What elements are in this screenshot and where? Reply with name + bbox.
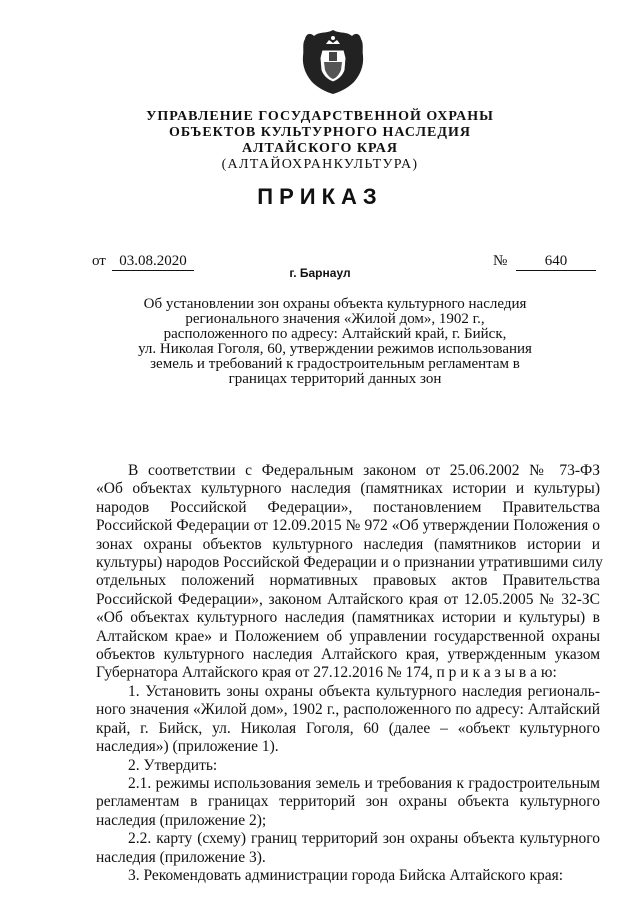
org-short-name: (АЛТАЙОХРАНКУЛЬТУРА) [221,157,419,172]
preamble-line: народов Российской Федерации», постановлением Правительства [96,498,600,516]
document-title: ПРИКАЗ [257,184,383,209]
item-2-1-line: наследия (приложение 2); [96,811,267,829]
item-2-1-line: регламентам в границах территорий зон охраны объекта культурного [96,793,600,811]
coat-of-arms-emblem [300,28,366,96]
item-2-1-line: 2.1. режимы использования земель и требования к градостроительным [128,774,600,792]
subject-line: границах территорий данных зон [228,371,442,387]
subject-line: земель и требований к градостроительным регламентам в [150,356,520,372]
preamble-line: В соответствии с Федеральным законом от 25.06.2002 № 73-ФЗ [128,462,600,479]
item-2-2-line: 2.2. карту (схему) границ территорий зон охраны объекта культурного [128,830,600,848]
item-2-heading: 2. Утвердить: [128,756,218,774]
subject-line: Об установлении зон охраны объекта культурного наследия [143,296,527,312]
preamble-line: культуры) народов Российской Федерации и о признании утратившими силу [96,554,603,572]
number-prefix: № [493,253,508,269]
preamble-line: отдельных положений нормативных правовых актов Правительства [96,572,600,590]
preamble-line: объектов культурного наследия Алтайского края, утвержденным указом [96,646,600,664]
preamble-line: Российской Федерации от 12.09.2015 № 972 «Об утверждении Положения о [96,517,600,535]
item-1-line: край, г. Бийск, ул. Николая Гоголя, 60 (далее – «объект культурного [96,719,600,737]
preamble-paragraph [96,462,603,885]
item-3-line: 3. Рекомендовать администрации города Бийска Алтайского края: [128,866,564,884]
preamble-line: Российской Федерации», законом Алтайского края от 12.05.2005 № 32-ЗС [96,590,600,608]
subject-line: расположенного по адресу: Алтайский край, г. Бийск, [163,326,507,342]
preamble-line: зонах охраны объектов культурного наследия (памятников истории и [96,535,600,553]
item-1-line: 1. Установить зоны охраны объекта культурного наследия региональ- [128,682,600,700]
item-1-line: наследия») (приложение 1). [96,738,279,756]
subject-line: регионального значения «Жилой дом», 1902 г., [185,311,485,327]
preamble-line: Губернатора Алтайского края от 27.12.2016 № 174, п р и к а з ы в а ю: [96,664,557,682]
preamble-line: «Об объектах культурного наследия (памятниках истории и культуры) [96,480,600,498]
org-name-line-2: ОБЪЕКТОВ КУЛЬТУРНОГО НАСЛЕДИЯ [169,125,471,140]
org-name-line-3: АЛТАЙСКОГО КРАЯ [241,141,399,156]
item-2-2-line: наследия (приложение 3). [96,848,266,866]
order-subject [100,297,570,387]
item-1-line: ного значения «Жилой дом», 1902 г., расположенного по адресу: Алтайский [96,701,600,719]
city-label: г. Барнаул [289,266,351,280]
order-date: 03.08.2020 [112,253,194,271]
preamble-line: Алтайском крае» и Положением об управлении государственной охраны [96,627,600,645]
order-number: 640 [516,253,596,271]
org-name-line-1: УПРАВЛЕНИЕ ГОСУДАРСТВЕННОЙ ОХРАНЫ [146,109,494,124]
subject-line: ул. Николая Гоголя, 60, утверждении режимов использования [138,341,532,357]
date-prefix: от [92,253,106,269]
preamble-line: «Об объектах культурного наследия (памятниках истории и культуры) в [96,609,600,627]
